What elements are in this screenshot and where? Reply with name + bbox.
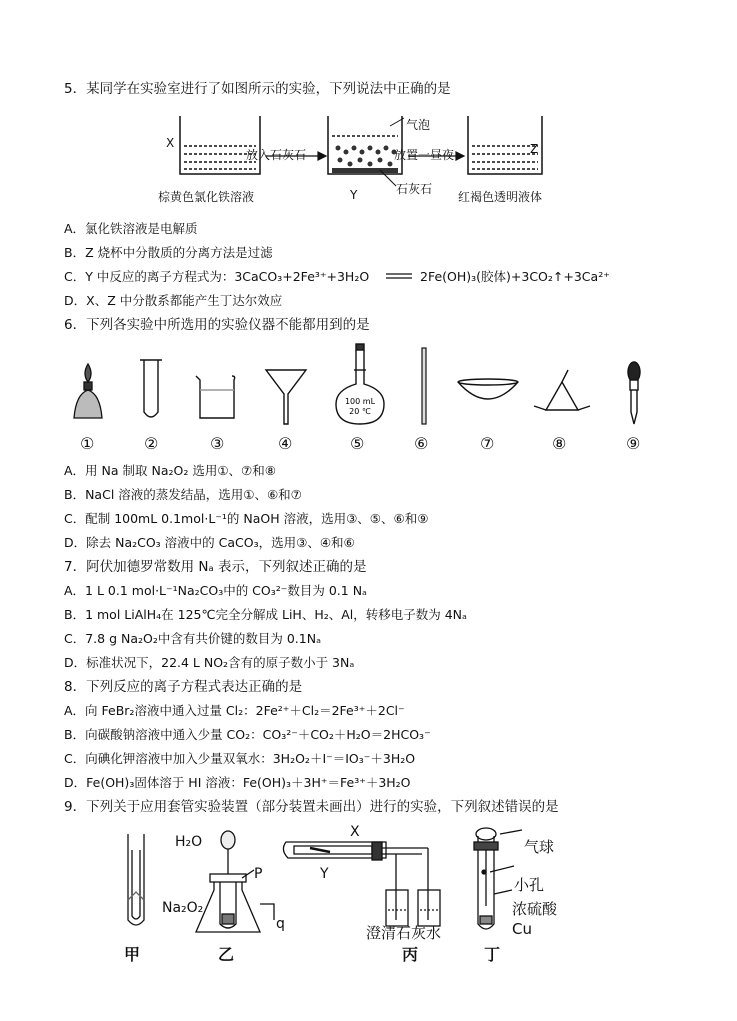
instrument-number-3: ③ [210,434,225,453]
instrument-number-6: ⑥ [414,434,429,453]
label-yi: 乙 [218,945,235,964]
clay-triangle [534,370,590,410]
q5-option-c-left: C．Y 中反应的离子方程式为：3CaCO₃+2Fe³⁺+3H₂O [64,269,370,284]
caption-2: 红褐色透明液体 [458,190,543,204]
q7-option-a: A．1 L 0.1 mol·L⁻¹Na₂CO₃中的 CO₃²⁻数目为 0.1 Nₐ [64,583,367,598]
q5-option-a: A．氯化铁溶液是电解质 [64,221,198,236]
arrow1-label: 放入石灰石 [246,148,307,162]
instrument-number-1: ① [80,434,95,453]
limestone-particles [332,146,398,174]
label-q: q [276,916,285,932]
q9-stem: 9．下列关于应用套管实验装置（部分装置未画出）进行的实验，下列叙述错误的是 [64,799,559,815]
label-balloon: 气球 [524,838,555,856]
dropper [628,362,640,424]
beaker-3 [196,376,235,418]
beaker-x [180,116,260,174]
flask-text-2: 20 ℃ [349,407,371,416]
apparatus-jia [128,834,144,925]
evaporating-dish [458,379,518,399]
instrument-number-9: ⑨ [626,434,641,453]
q5-option-d: D．X、Z 中分散系都能产生丁达尔效应 [64,293,283,308]
q5-option-b: B．Z 烧杯中分散质的分离方法是过滤 [64,245,273,260]
label-x: X [166,136,175,150]
label-na2o2: Na₂O₂ [162,900,204,916]
instrument-number-4: ④ [278,434,293,453]
caption-1: 棕黄色氯化铁溶液 [158,190,255,204]
instrument-number-8: ⑧ [552,434,567,453]
label-acid: 浓硫酸 [512,900,558,918]
label-ding: 丁 [484,945,501,964]
q6-apparatus [60,340,680,430]
alcohol-lamp [74,364,102,418]
q7-option-d: D．标准状况下，22.4 L NO₂含有的原子数小于 3Nₐ [64,655,355,670]
apparatus-bing [283,842,440,926]
q6-option-c: C．配制 100mL 0.1mol·L⁻¹的 NaOH 溶液，选用③、⑤、⑥和⑨ [64,511,429,526]
equals-sign [386,272,412,280]
q5-stem: 5．某同学在实验室进行了如图所示的实验，下列说法中正确的是 [64,81,451,97]
q5-option-c-right: 2Fe(OH)₃(胶体)+3CO₂↑+3Ca²⁺ [420,269,610,284]
label-limewater: 澄清石灰水 [366,924,442,942]
label-bing: 丙 [402,945,419,964]
q7-stem: 7．阿伏加德罗常数用 Nₐ 表示，下列叙述正确的是 [64,559,367,575]
q8-option-d: D．Fe(OH)₃固体溶于 HI 溶液：Fe(OH)₃＋3H⁺＝Fe³⁺＋3H₂O [64,775,411,790]
q8-option-b: B．向碳酸钠溶液中通入少量 CO₂：CO₃²⁻＋CO₂＋H₂O＝2HCO₃⁻ [64,727,431,742]
label-z: Z [530,142,539,156]
label-jia: 甲 [124,945,141,964]
arrow2-label: 放置一昼夜 [394,148,455,162]
limestone-label: 石灰石 [396,182,433,196]
q6-option-d: D．除去 Na₂CO₃ 溶液中的 CaCO₃，选用③、④和⑥ [64,535,355,550]
q8-option-c: C．向碘化钾溶液中加入少量双氧水：3H₂O₂＋I⁻＝IO₃⁻＋3H₂O [64,751,416,766]
label-p: P [254,866,263,882]
label-x-q9: X [350,824,360,840]
flask-text-1: 100 mL [344,397,376,406]
test-tube [140,360,162,417]
q8-stem: 8．下列反应的离子方程式表达正确的是 [64,679,303,695]
q6-option-b: B．NaCl 溶液的蒸发结晶，选用①、⑥和⑦ [64,487,302,502]
instrument-number-5: ⑤ [350,434,365,453]
q8-option-a: A．向 FeBr₂溶液中通入过量 Cl₂：2Fe²⁺＋Cl₂＝2Fe³⁺＋2Cl⁻ [64,703,405,718]
q6-option-a: A．用 Na 制取 Na₂O₂ 选用①、⑦和⑧ [64,463,276,478]
label-y: Y [350,188,358,202]
label-y-q9: Y [320,866,329,882]
label-h2o: H₂O [175,834,203,850]
q6-stem: 6．下列各实验中所选用的实验仪器不能都用到的是 [64,317,370,333]
bubble-label: 气泡 [406,118,431,132]
label-cu: Cu [512,920,532,938]
glass-rod [422,348,426,424]
q7-option-c: C．7.8 g Na₂O₂中含有共价键的数目为 0.1Nₐ [64,631,321,646]
funnel [266,370,306,424]
instrument-number-7: ⑦ [480,434,495,453]
instrument-number-2: ② [144,434,159,453]
label-hole: 小孔 [514,876,545,894]
q7-option-b: B．1 mol LiAlH₄在 125℃完全分解成 LiH、H₂、Al，转移电子数为 4Nₐ [64,607,467,622]
